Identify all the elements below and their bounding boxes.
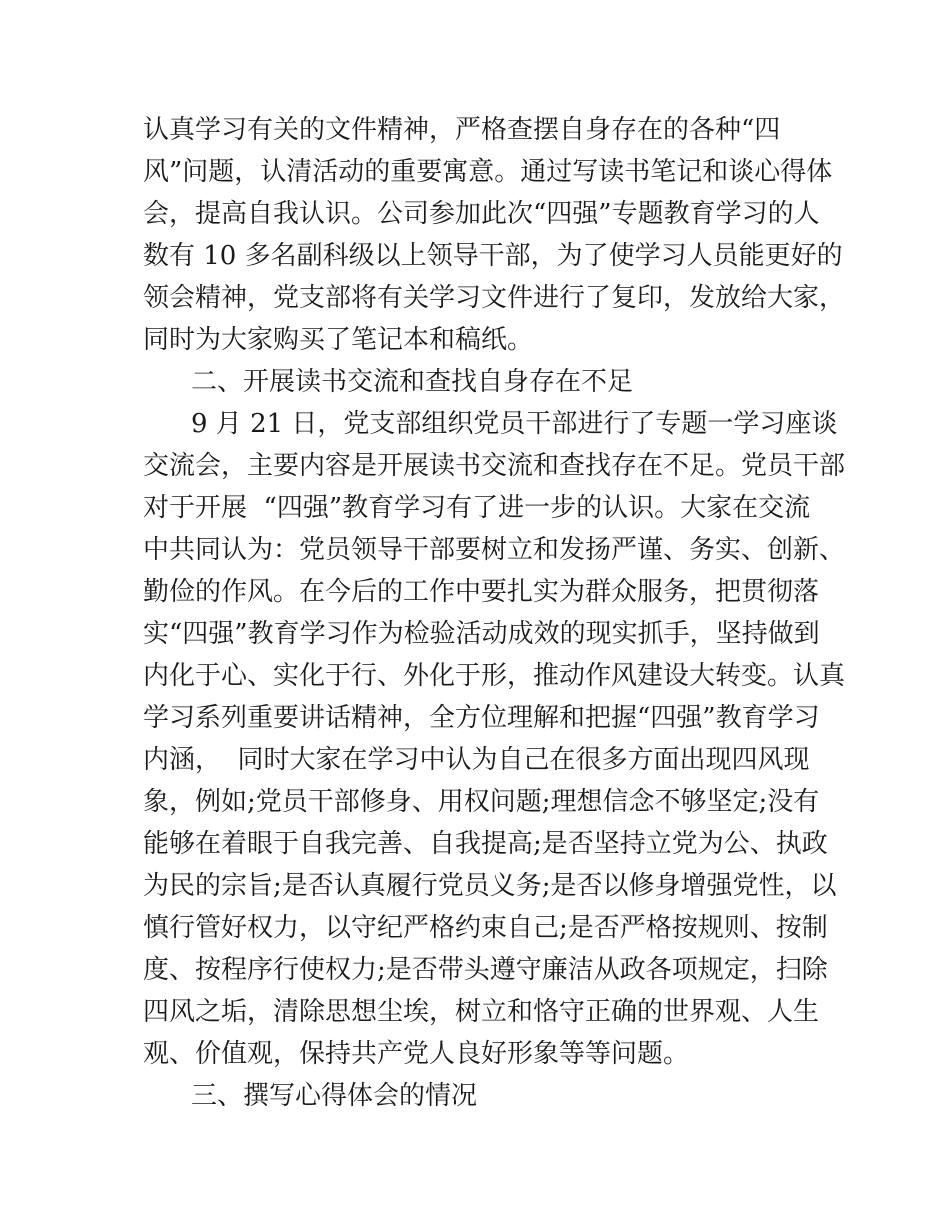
- text-line: 学习系列重要讲话精神，全方位理解和把握“四强”教育学习: [143, 703, 820, 733]
- text-line: 象，例如;党员干部修身、用权问题;理想信念不够坚定;没有: [143, 787, 820, 817]
- text-line: 实“四强”教育学习作为检验活动成效的现实抓手，坚持做到: [143, 619, 820, 649]
- text-line: 风”问题，认清活动的重要寓意。通过写读书笔记和谈心得体: [143, 157, 833, 187]
- text-line: 交流会，主要内容是开展读书交流和查找存在不足。党员干部: [143, 451, 846, 481]
- text-line: 勤俭的作风。在今后的工作中要扎实为群众服务，把贯彻落: [143, 577, 820, 607]
- text-line: 数有 10 多名副科级以上领导干部，为了使学习人员能更好的: [143, 241, 843, 271]
- body-text: [143, 109, 846, 1117]
- text-line: 内涵， 同时大家在学习中认为自己在很多方面出现四风现: [143, 745, 810, 775]
- text-line: 度、按程序行使权力;是否带头遵守廉洁从政各项规定，扫除: [143, 955, 828, 985]
- text-line: 会，提高自我认识。公司参加此次“四强”专题教育学习的人: [143, 199, 820, 229]
- text-line: 中共同认为：党员领导干部要树立和发扬严谨、务实、创新、: [143, 535, 846, 565]
- text-line: 为民的宗旨;是否认真履行党员义务;是否以修身增强党性，以: [143, 871, 837, 901]
- section-heading: 三、撰写心得体会的情况: [191, 1081, 478, 1111]
- text-line: 能够在着眼于自我完善、自我提高;是否坚持立党为公、执政: [143, 829, 828, 859]
- text-line: 慎行管好权力，以守纪严格约束自己;是否严格按规则、按制: [143, 913, 828, 943]
- text-line: 内化于心、实化于行、外化于形，推动作风建设大转变。认真: [143, 661, 846, 691]
- text-line: 同时为大家购买了笔记本和稿纸。: [143, 325, 534, 355]
- text-line: 领会精神，党支部将有关学习文件进行了复印，发放给大家，: [143, 283, 846, 313]
- section-heading: 二、开展读书交流和查找自身存在不足: [191, 367, 634, 397]
- text-line: 对于开展 “四强”教育学习有了进一步的认识。大家在交流: [143, 493, 811, 523]
- text-line: 四风之垢，清除思想尘埃，树立和恪守正确的世界观、人生: [143, 997, 820, 1027]
- text-line: 9 月 21 日，党支部组织党员干部进行了专题一学习座谈: [191, 409, 838, 439]
- text-line: 认真学习有关的文件精神，严格查摆自身存在的各种“四: [143, 115, 781, 145]
- text-line: 观、价值观，保持共产党人良好形象等等问题。: [143, 1039, 690, 1069]
